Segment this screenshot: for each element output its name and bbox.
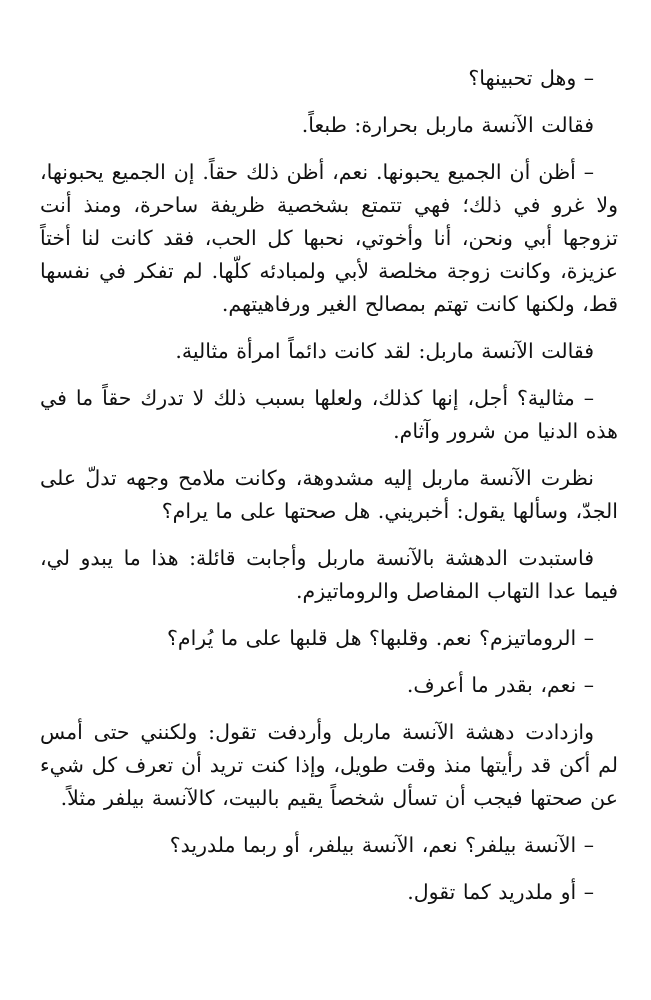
- paragraph-1: – وهل تحبينها؟: [468, 66, 594, 90]
- book-page: [40, 62, 618, 923]
- paragraph-8: – الروماتيزم؟ نعم. وقلبها؟ هل قلبها على ما يُرام؟: [167, 626, 594, 650]
- paragraph-2: فقالت الآنسة ماربل بحرارة: طبعاً.: [301, 113, 594, 137]
- paragraph-5: – مثالية؟ أجل، إنها كذلك، ولعلها بسبب ذلك لا تدرك حقاً ما في هذه الدنيا من شرور وآثام.: [40, 386, 618, 443]
- paragraph-6: نظرت الآنسة ماربل إليه مشدوهة، وكانت ملامح وجهه تدلّ على الجدّ، وسألها يقول: أخبريني. هل صحتها على ما يرام؟: [40, 466, 618, 523]
- paragraph-12: – أو ملدريد كما تقول.: [407, 880, 594, 904]
- paragraph-4: فقالت الآنسة ماربل: لقد كانت دائماً امرأة مثالية.: [175, 339, 594, 363]
- paragraph-11: – الآنسة بيلفر؟ نعم، الآنسة بيلفر، أو ربما ملدريد؟: [169, 833, 594, 857]
- paragraph-7: فاستبدت الدهشة بالآنسة ماربل وأجابت قائلة: هذا ما يبدو لي، فيما عدا التهاب المفاصل والروماتيزم.: [40, 546, 618, 603]
- paragraph-3: – أظن أن الجميع يحبونها. نعم، أظن ذلك حقاً. إن الجميع يحبونها، ولا غرو في ذلك؛ فهي تتمتع بشخصية ظريفة ساحرة، ومنذ أنت تزوجها أبي ونحن، أنا وأخوتي، نحبها كل الحب، فقد كانت لنا أختاً عزيزة، وكانت زوجة مخلصة لأبي ولمبادئه كلّها. لم تفكر في نفسها قط، ولكنها كانت تهتم بمصالح الغير ورفاهيتهم.: [40, 160, 618, 316]
- paragraph-10: وازدادت دهشة الآنسة ماربل وأردفت تقول: ولكنني حتى أمس لم أكن قد رأيتها منذ وقت طويل، وإذا كنت تريد أن تعرف كل شيء عن صحتها فيجب أن تسأل شخصاً يقيم بالبيت، كالآنسة بيلفر مثلاً.: [40, 720, 618, 810]
- paragraph-9: – نعم، بقدر ما أعرف.: [406, 673, 594, 697]
